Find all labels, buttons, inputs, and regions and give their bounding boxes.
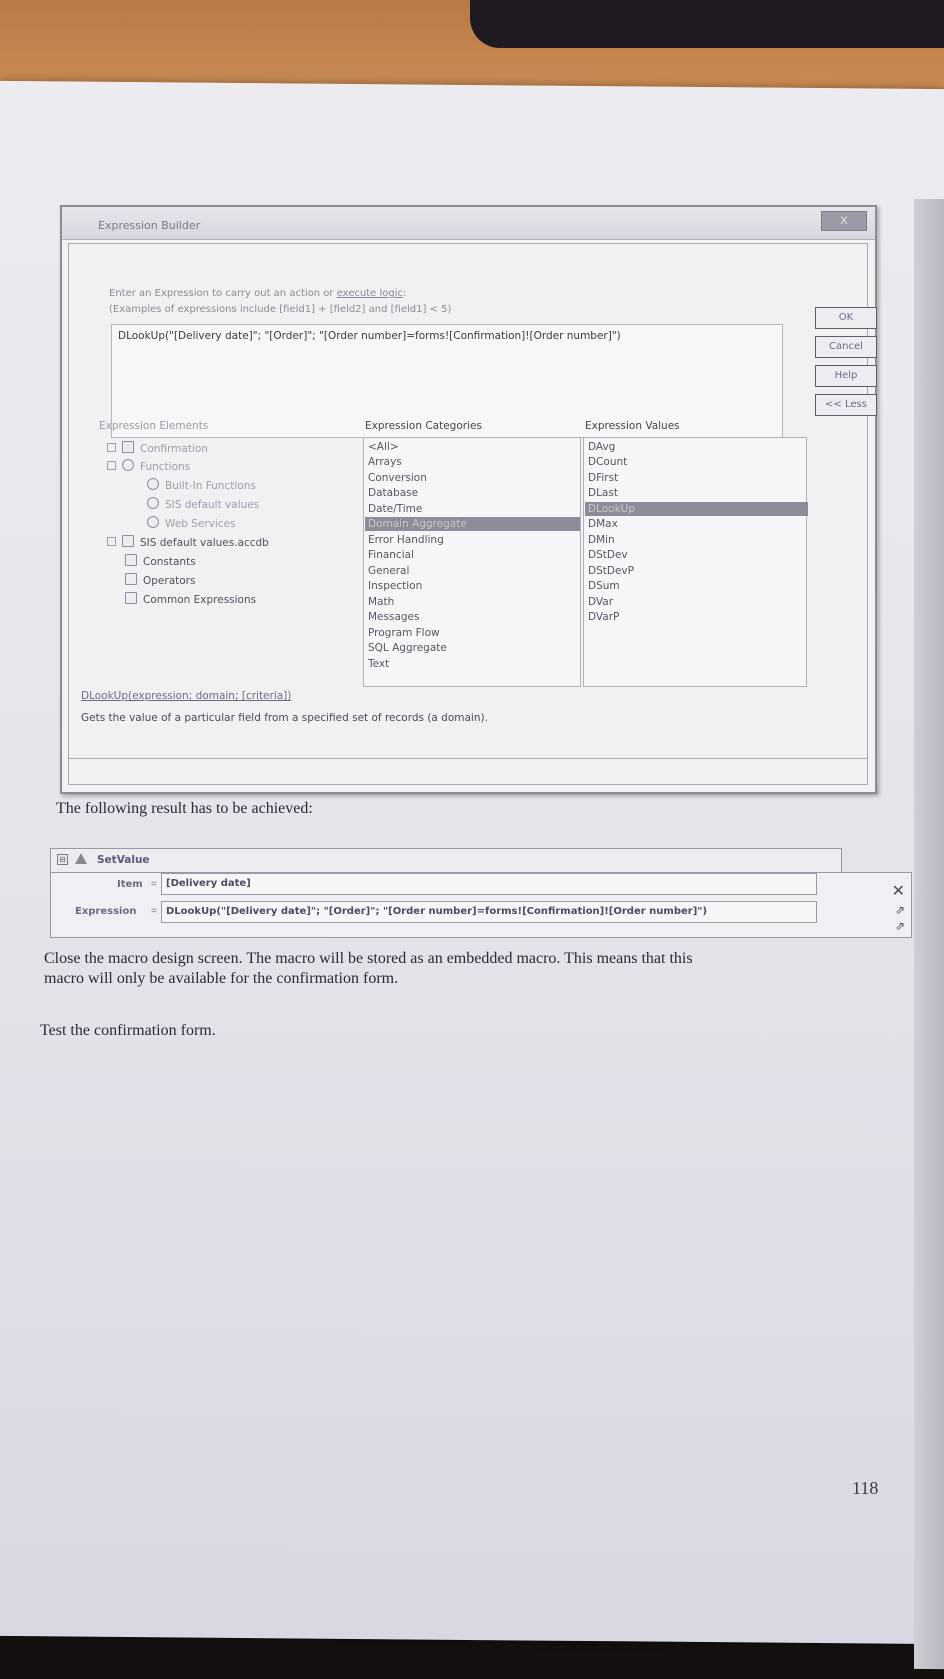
tree-item-database[interactable]: SIS default values.accdb xyxy=(107,535,269,549)
folder-icon xyxy=(125,573,137,585)
move-up-icon[interactable]: ⇗ xyxy=(894,903,905,917)
hint-line-2: (Examples of expressions include [field1] + [field2] and [field1] < 5) xyxy=(109,304,452,315)
function-description: Gets the value of a particular field from a specified set of records (a domain). xyxy=(81,712,488,724)
move-down-icon[interactable]: ⇗ xyxy=(894,919,905,933)
macro-action-name: SetValue xyxy=(97,854,150,866)
page-number: 118 xyxy=(852,1478,879,1498)
tree-item-web-services[interactable]: Web Services xyxy=(147,516,236,530)
category-item[interactable]: Program Flow xyxy=(368,627,440,639)
category-item[interactable]: General xyxy=(368,565,410,577)
macro-header xyxy=(50,848,842,873)
expand-icon[interactable] xyxy=(107,537,116,546)
expression-label: Expression xyxy=(75,906,137,917)
cancel-button[interactable]: Cancel xyxy=(815,336,877,358)
category-item[interactable]: Database xyxy=(368,487,419,499)
category-item-selected[interactable]: Domain Aggregate xyxy=(365,517,580,531)
category-item[interactable]: Messages xyxy=(368,611,420,623)
close-macro-text-line1: Close the macro design screen. The macro will be stored as an embedded macro. This means that this xyxy=(44,950,693,967)
equals-sign: = xyxy=(151,879,157,890)
database-icon xyxy=(122,535,134,547)
item-label: Item xyxy=(117,879,143,890)
category-item[interactable]: Error Handling xyxy=(368,534,444,546)
value-item[interactable]: DStDevP xyxy=(588,565,634,577)
form-icon xyxy=(122,441,134,453)
category-item[interactable]: Financial xyxy=(368,549,414,561)
value-item[interactable]: DVar xyxy=(588,596,614,608)
dialog-body xyxy=(68,243,868,785)
category-item[interactable]: Inspection xyxy=(368,580,423,592)
close-icon[interactable]: ✕ xyxy=(891,883,905,900)
value-item[interactable]: DFirst xyxy=(588,472,619,484)
execute-logic-link[interactable]: execute logic xyxy=(336,288,404,299)
folder-icon xyxy=(125,592,137,604)
value-item[interactable]: DVarP xyxy=(588,611,620,623)
function-syntax-link[interactable]: DLookUp(expression; domain; [criteria]) xyxy=(81,690,292,702)
elements-tree xyxy=(99,437,361,685)
category-item[interactable]: Arrays xyxy=(368,456,402,468)
value-item[interactable]: DAvg xyxy=(588,441,616,453)
tree-item-sis-default-values[interactable]: SIS default values xyxy=(147,497,259,511)
background-dark-object xyxy=(470,0,944,48)
help-button[interactable]: Help xyxy=(815,365,877,387)
values-label: Expression Values xyxy=(585,420,680,432)
value-item[interactable]: DLast xyxy=(588,487,618,499)
expression-field[interactable]: DLookUp("[Delivery date]"; "[Order]"; "[Order number]=forms![Confirmation]![Order number]") xyxy=(161,901,817,923)
less-button[interactable]: << Less xyxy=(815,394,877,416)
elements-label: Expression Elements xyxy=(99,420,209,432)
page-edge xyxy=(914,199,944,1669)
category-item[interactable]: SQL Aggregate xyxy=(368,642,447,654)
collapse-icon[interactable] xyxy=(107,461,116,470)
tree-item-operators[interactable]: Operators xyxy=(125,573,195,587)
function-icon xyxy=(147,516,159,528)
tree-item-common-expressions[interactable]: Common Expressions xyxy=(125,592,256,606)
tree-item-built-in-functions[interactable]: Built-In Functions xyxy=(147,478,256,492)
tree-item-confirmation[interactable]: Confirmation xyxy=(107,441,208,455)
expand-icon[interactable] xyxy=(107,443,116,452)
value-item[interactable]: DMin xyxy=(588,534,615,546)
value-item[interactable]: DCount xyxy=(588,456,628,468)
warning-icon xyxy=(75,853,87,864)
hint-line-1: Enter an Expression to carry out an action or execute logic: xyxy=(109,288,407,299)
value-item[interactable]: DSum xyxy=(588,580,620,592)
expression-builder-dialog xyxy=(60,205,877,794)
dialog-close-button[interactable]: X xyxy=(821,211,867,231)
macro-arguments xyxy=(50,872,912,938)
dialog-title-bar xyxy=(62,207,875,240)
dialog-title: Expression Builder xyxy=(98,219,201,232)
category-item[interactable]: Conversion xyxy=(368,472,427,484)
categories-list[interactable] xyxy=(363,437,581,687)
function-icon xyxy=(122,459,134,471)
categories-label: Expression Categories xyxy=(365,420,482,432)
category-item[interactable]: <All> xyxy=(368,441,399,453)
category-item[interactable]: Date/Time xyxy=(368,503,423,515)
macro-setvalue-block xyxy=(50,848,910,936)
category-item[interactable]: Math xyxy=(368,596,395,608)
divider xyxy=(69,758,867,759)
ok-button[interactable]: OK xyxy=(815,307,877,329)
equals-sign: = xyxy=(151,906,157,917)
item-field[interactable]: [Delivery date] xyxy=(161,873,817,895)
values-list[interactable] xyxy=(583,437,807,687)
result-intro-text: The following result has to be achieved: xyxy=(56,800,313,817)
value-item[interactable]: DMax xyxy=(588,518,618,530)
tree-item-functions[interactable]: Functions xyxy=(107,459,190,473)
folder-icon xyxy=(125,554,137,566)
function-icon xyxy=(147,497,159,509)
expression-text: DLookUp("[Delivery date]"; "[Order]"; "[Order number]=forms![Confirmation]![Order number]") xyxy=(118,330,621,342)
value-item[interactable]: DStDev xyxy=(588,549,628,561)
close-macro-text-line2: macro will only be available for the confirmation form. xyxy=(44,970,399,987)
tree-item-constants[interactable]: Constants xyxy=(125,554,196,568)
collapse-icon[interactable]: ⊟ xyxy=(57,854,68,865)
value-item-selected[interactable]: DLookUp xyxy=(585,502,808,516)
category-item[interactable]: Text xyxy=(368,658,390,670)
test-form-text: Test the confirmation form. xyxy=(40,1022,216,1039)
function-icon xyxy=(147,478,159,490)
